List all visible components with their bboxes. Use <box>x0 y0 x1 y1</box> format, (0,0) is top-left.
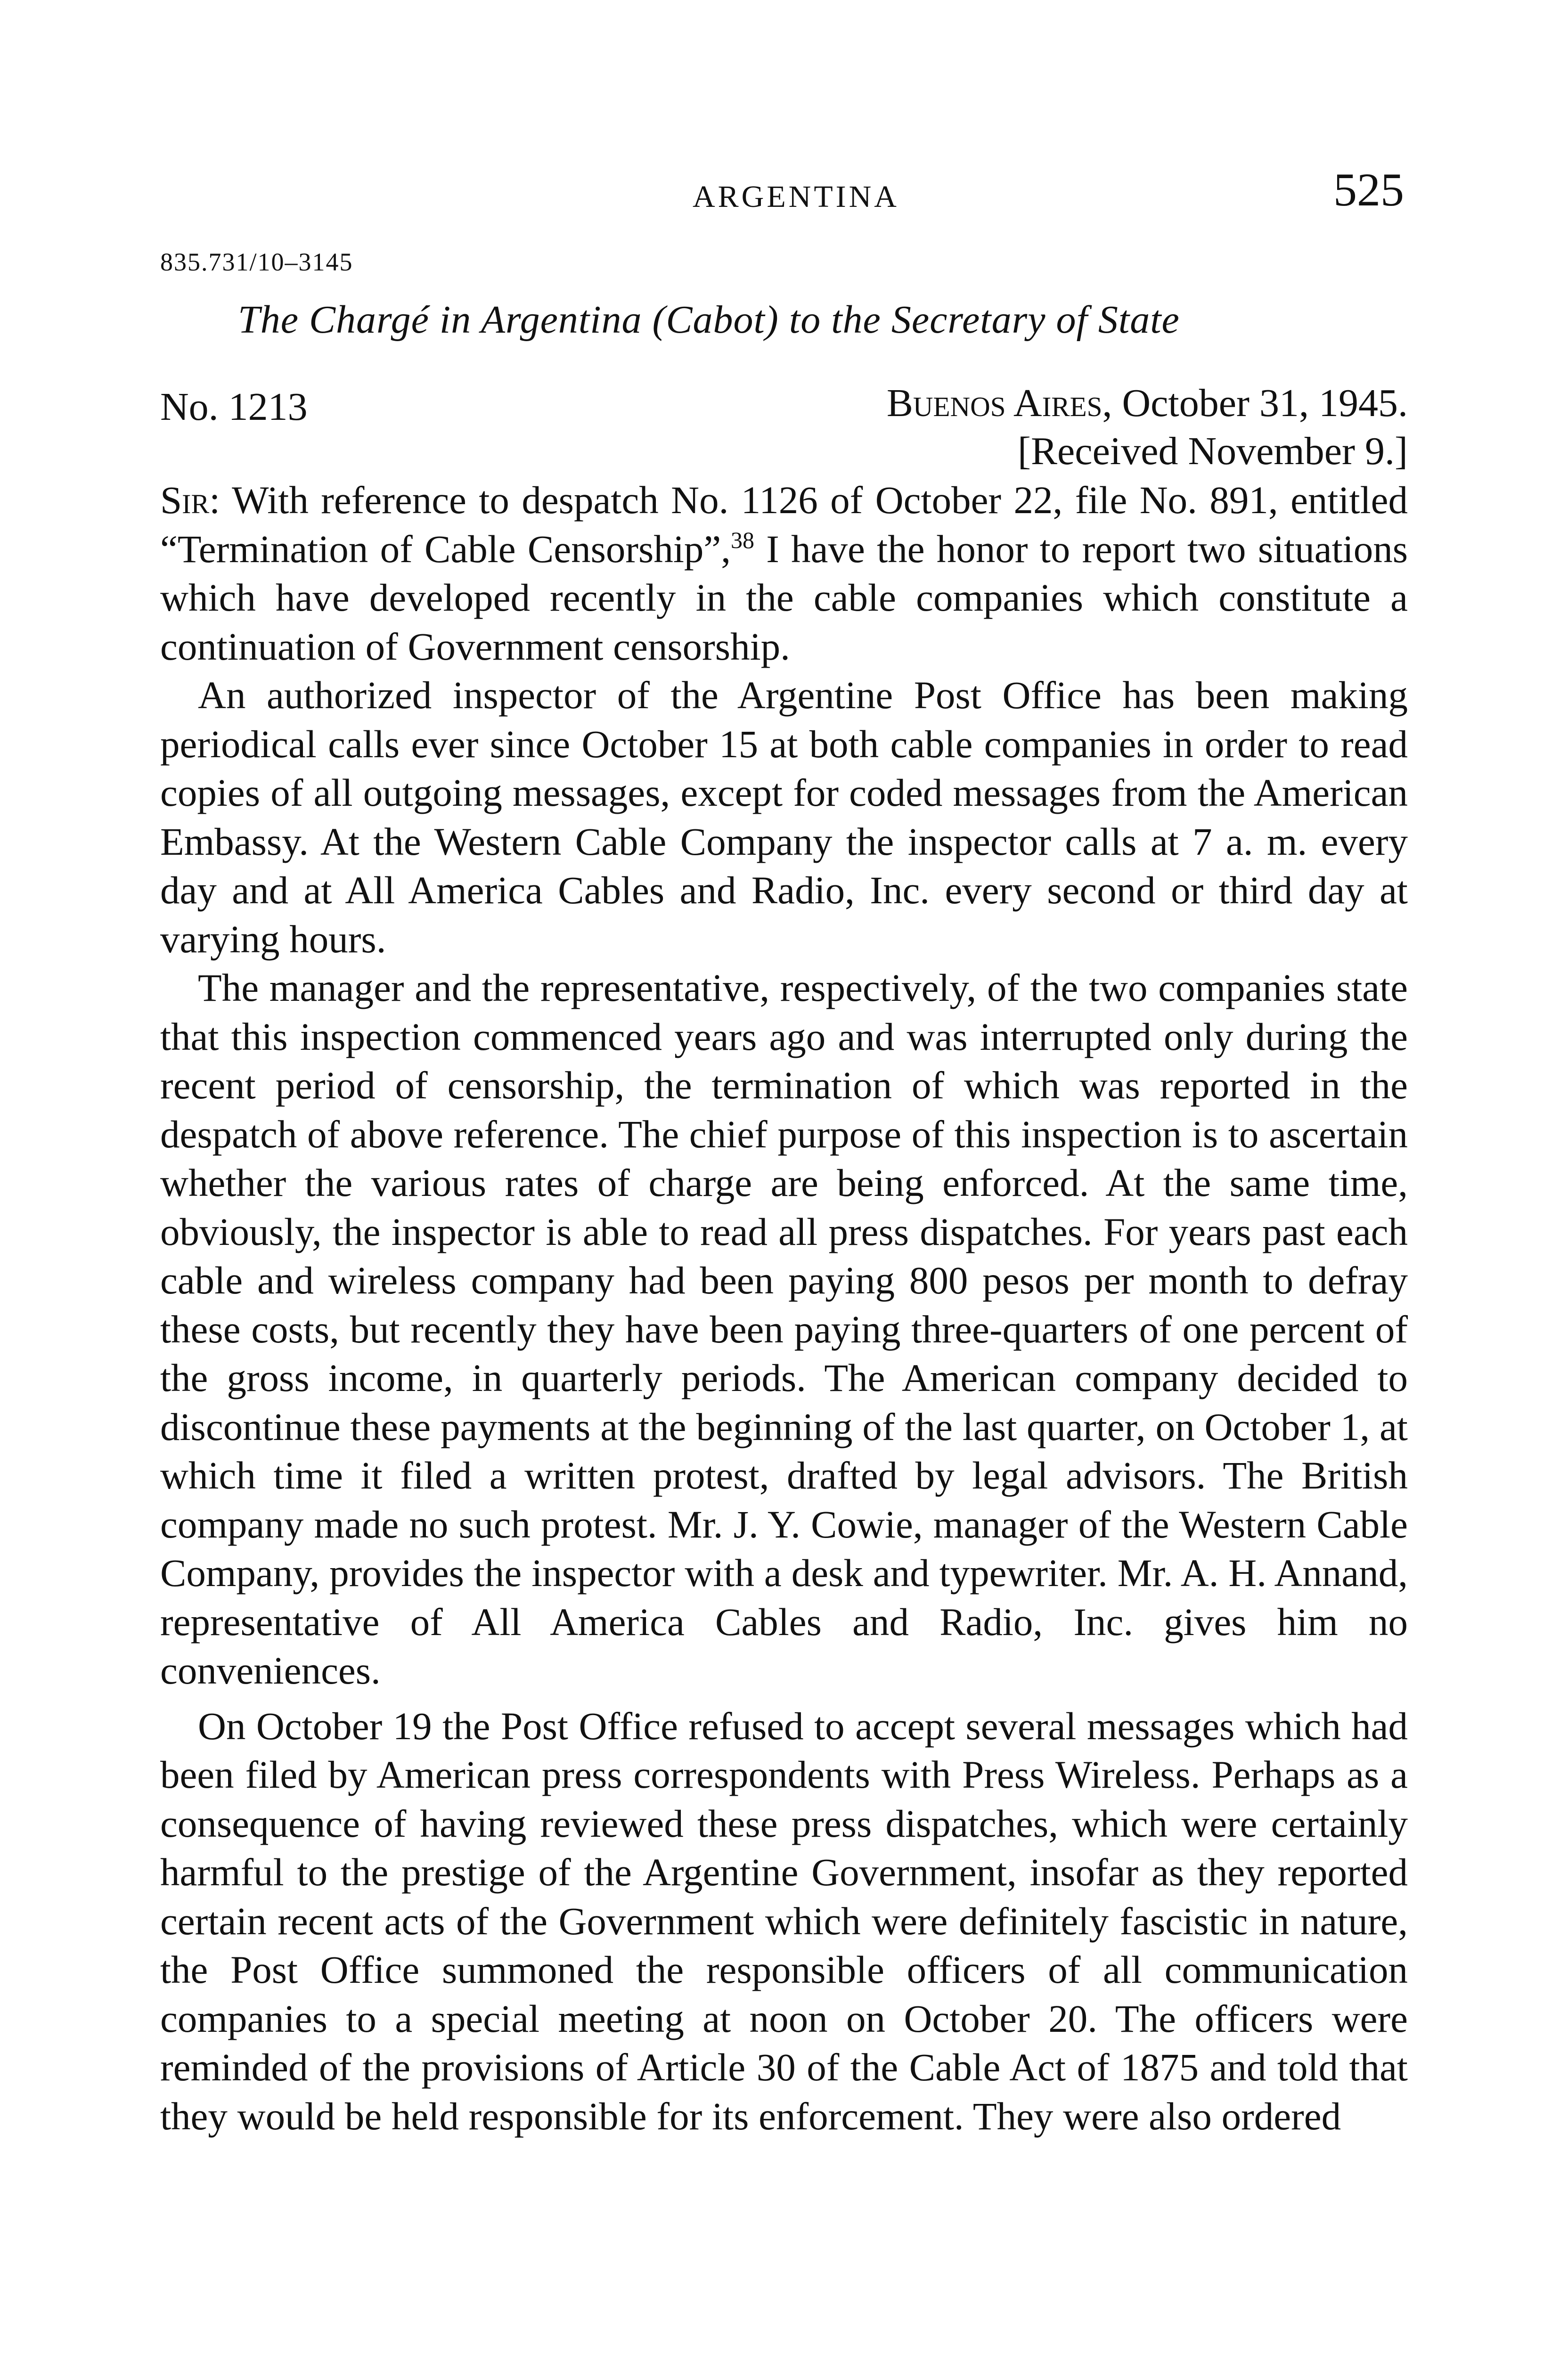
date-text: , October 31, 1945. <box>1102 381 1408 425</box>
footnote-reference: 38 <box>730 526 754 553</box>
letter-body <box>160 476 1408 2141</box>
page-number: 525 <box>1333 164 1404 216</box>
paragraph-4: On October 19 the Post Office refused to accept several messages which had been filed by American press correspondents with Press Wireless. Perhaps as a consequence of having reviewed these press dispatches, which were certainly harmful to the prestige of the Argentine Government, insofar as they reported certain recent acts of the Government which were definitely fascistic in nature, the Post Office summoned the responsible officers of all communication companies to a special meeting at noon on October 20. The officers were reminded of the provisions of Article 30 of the Cable Act of 1875 and told that they would be held responsible for its enforcement. They were also ordered <box>160 1704 1408 2138</box>
document-title: The Chargé in Argentina (Cabot) to the Secretary of State <box>238 298 1180 342</box>
file-reference: 835.731/10–3145 <box>160 248 353 276</box>
paragraph-2: An authorized inspector of the Argentine Post Office has been making periodical calls ever since October 15 at both cable companies in order to read copies of all outgoing messages, except for coded messages from the American Embassy. At the Western Cable Company the inspector calls at 7 a. m. every day and at All America Cables and Radio, Inc. every second or third day at varying hours. <box>160 673 1408 961</box>
running-title: ARGENTINA <box>693 180 899 214</box>
place-date-line <box>887 379 1408 427</box>
paragraph-1-text-a: : With reference to despatch No. 1126 of October 22, file No. 891, entitled “Termination of Cable Censorship”, <box>160 478 1408 571</box>
paragraph-1-text-b: I have the honor to report two situations which have developed recently in the cable companies which constitute a continuation of Government censorship. <box>160 527 1408 668</box>
paragraph-1 <box>160 476 1408 671</box>
salutation: Sir <box>160 478 210 522</box>
dateline <box>887 379 1408 475</box>
received-date: [Received November 9.] <box>1018 429 1408 473</box>
paragraph-3: The manager and the representative, respectively, of the two companies state that this inspection commenced years ago and was interrupted only during the recent period of censorship, the termination of which was reported in the despatch of above reference. The chief purpose of this inspection is to ascertain whether the various rates of charge are being enforced. At the same time, obviously, the inspector is able to read all press dispatches. For years past each cable and wireless company had been paying 800 pesos per month to defray these costs, but recently they have been paying three-quarters of one percent of the gross income, in quarterly periods. The American company decided to discontinue these payments at the beginning of the last quarter, on October 1, at which time it filed a written protest, drafted by legal advisors. The British company made no such protest. Mr. J. Y. Cowie, manager of the Western Cable Company, provides the inspector with a desk and typewriter. Mr. A. H. Annand, representative of All America Cables and Radio, Inc. gives him no conveniences. <box>160 966 1408 1692</box>
running-header <box>0 155 1568 221</box>
place-name: Buenos Aires <box>886 381 1102 425</box>
despatch-number: No. 1213 <box>160 385 308 429</box>
